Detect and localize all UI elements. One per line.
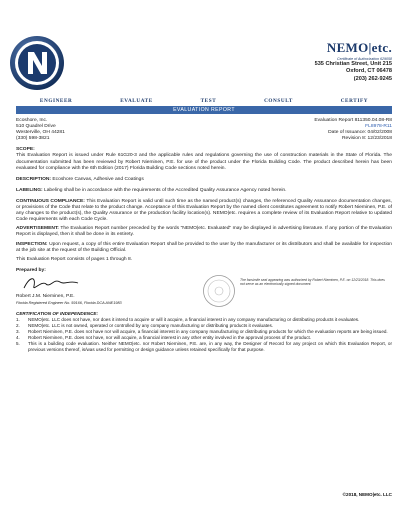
scope-label: SCOPE: bbox=[16, 147, 35, 153]
signature-area bbox=[16, 274, 392, 308]
nav-certify: CERTIFY bbox=[340, 98, 369, 104]
list-item: 1. NEMO|etc. LLC does not have, nor does it intend to acquire or will it acquire, a financial interest in any company manufacturing or distributing products it evaluates. bbox=[16, 316, 360, 322]
brand-address-1: 535 Christian Street, Unit 215 bbox=[314, 61, 392, 67]
client-street: 510 Quadrel Drive bbox=[16, 124, 56, 130]
inspection-label: INSPECTION: bbox=[16, 241, 48, 247]
nav-bar bbox=[16, 98, 392, 104]
brand-phone: (203) 262-9245 bbox=[353, 75, 392, 82]
client-city: Westerville, OH 44281 bbox=[16, 130, 65, 136]
pages-note: This Evaluation Report consists of pages 1 through 8. bbox=[16, 256, 133, 262]
brand-name: NEMO|etc. bbox=[326, 40, 392, 55]
description-text: Ecoshore Canvas, Adhesive and Coatings bbox=[52, 176, 144, 182]
client-name: Ecoshore, Inc. bbox=[16, 118, 48, 123]
copyright-footer: ©2018, NEMO|etc. LLC bbox=[342, 492, 392, 497]
prepared-by: Prepared by: bbox=[16, 267, 46, 273]
nav-test: TEST bbox=[200, 98, 217, 104]
signer-credentials: Florida Registered Engineer No. 59166, Florida DCA ANE1983 bbox=[16, 300, 122, 305]
nav-evaluate: EVALUATE bbox=[120, 98, 153, 104]
report-content bbox=[16, 118, 392, 352]
continuous-text: This Evaluation Report is valid until such time as the named product(s) changes, the referenced Quality Assurance documentation changes, or provisions of the Code that relate to the product change. Acceptance of this Evaluation Report by the named client constitutes agreement to notify Robert Nieminen, P.E. of any changes to the product(s), the Quality Assurance or the production facility location(s). NEMO|etc. requires a complete review of its Evaluation Report relative to updated Code requirements with each Code Cycle. bbox=[16, 198, 392, 223]
fl-number: FL8978-R11 bbox=[365, 124, 392, 130]
independence-title: CERTIFICATION OF INDEPENDENCE: bbox=[16, 310, 99, 316]
list-item: 4. Robert Nieminen, P.E. does not have, nor will acquire, a financial interest in any other entity involved in the approval process of the product. bbox=[16, 334, 312, 340]
advertisement-label: ADVERTISEMENT: bbox=[16, 226, 59, 232]
list-item: 2. NEMO|etc. LLC is not owned, operated or controlled by any company manufacturing or distributing products it evaluates. bbox=[16, 322, 274, 328]
advertisement-text: The Evaluation Report number preceded by the words "NEMO|etc. Evaluated" may be displayed in advertising literature. If any portion of the Evaluation Report is displayed, then it shall be done in its entirety. bbox=[16, 226, 392, 238]
client-phone: (330) 598-3821 bbox=[16, 136, 50, 142]
list-item: 5. This is a building code evaluation. Neither NEMO|etc. nor Robert Nieminen, P.E. are, in any way, the Designer of Record for any project on which this Evaluation Report, or previous versions thereof, is/was used for permitting or design guidance unless retained specifically for that purpose. bbox=[16, 340, 392, 352]
revision-date: Revision 8: 12/23/2018 bbox=[341, 136, 392, 142]
inspection-section bbox=[16, 242, 392, 254]
nav-engineer: ENGINEER bbox=[39, 98, 73, 104]
signature-scribble-icon bbox=[22, 274, 82, 294]
list-item: 3. Robert Nieminen, P.E. does not have nor will acquire, a financial interest in any company manufacturing or distributing products for which the evaluation reports are being issued. bbox=[16, 328, 388, 334]
labeling-text: Labeling shall be in accordance with the requirements of the Accredited Quality Assurance Agency noted herein. bbox=[43, 187, 287, 193]
scope-text: This Evaluation Report is issued under Rule 61G20-3 and the applicable rules and regulations governing the use of construction materials in the State of Florida. The documentation submitted has been reviewed by Robert Nieminen, P.E. for use of the product under the Florida Building Code. The product described herein has been evaluated for compliance with the 6th Edition (2017) Florida Building Code sections noted herein. bbox=[16, 153, 392, 171]
independence-list bbox=[16, 317, 392, 352]
report-banner: EVALUATION REPORT bbox=[16, 106, 392, 114]
nemo-logo-icon bbox=[8, 34, 66, 92]
seal-note: The facsimile seal appearing was authorized by Robert Nieminen, P.E. on 12/23/2018. This does not serve as an electronically signed document. bbox=[240, 277, 385, 287]
signer-name: Robert J.M. Nieminen, P.E. bbox=[16, 293, 75, 299]
brand-block bbox=[315, 40, 392, 83]
issue-date: Date of Issuance: 04/02/2008 bbox=[328, 130, 392, 136]
brand-certificate: Certificate of Authorization 629058 bbox=[336, 57, 392, 61]
advertisement-section bbox=[16, 226, 392, 238]
inspection-text: Upon request, a copy of this entire Evaluation Report shall be provided to the user by the manufacturer or its distributors and shall be available for inspection at the job site at the request of the Building Official. bbox=[16, 241, 392, 253]
description-label: DESCRIPTION: bbox=[16, 176, 52, 182]
report-number: Evaluation Report 811350.04.08-R8 bbox=[314, 118, 392, 123]
continuous-label: CONTINUOUS COMPLIANCE: bbox=[16, 198, 85, 204]
brand-address-2: Oxford, CT 06478 bbox=[345, 68, 392, 75]
labeling-label: LABELING: bbox=[16, 187, 43, 193]
continuous-section bbox=[16, 199, 392, 223]
engineer-seal-icon bbox=[202, 274, 236, 308]
header-info bbox=[16, 118, 392, 142]
nav-consult: CONSULT bbox=[264, 98, 293, 104]
